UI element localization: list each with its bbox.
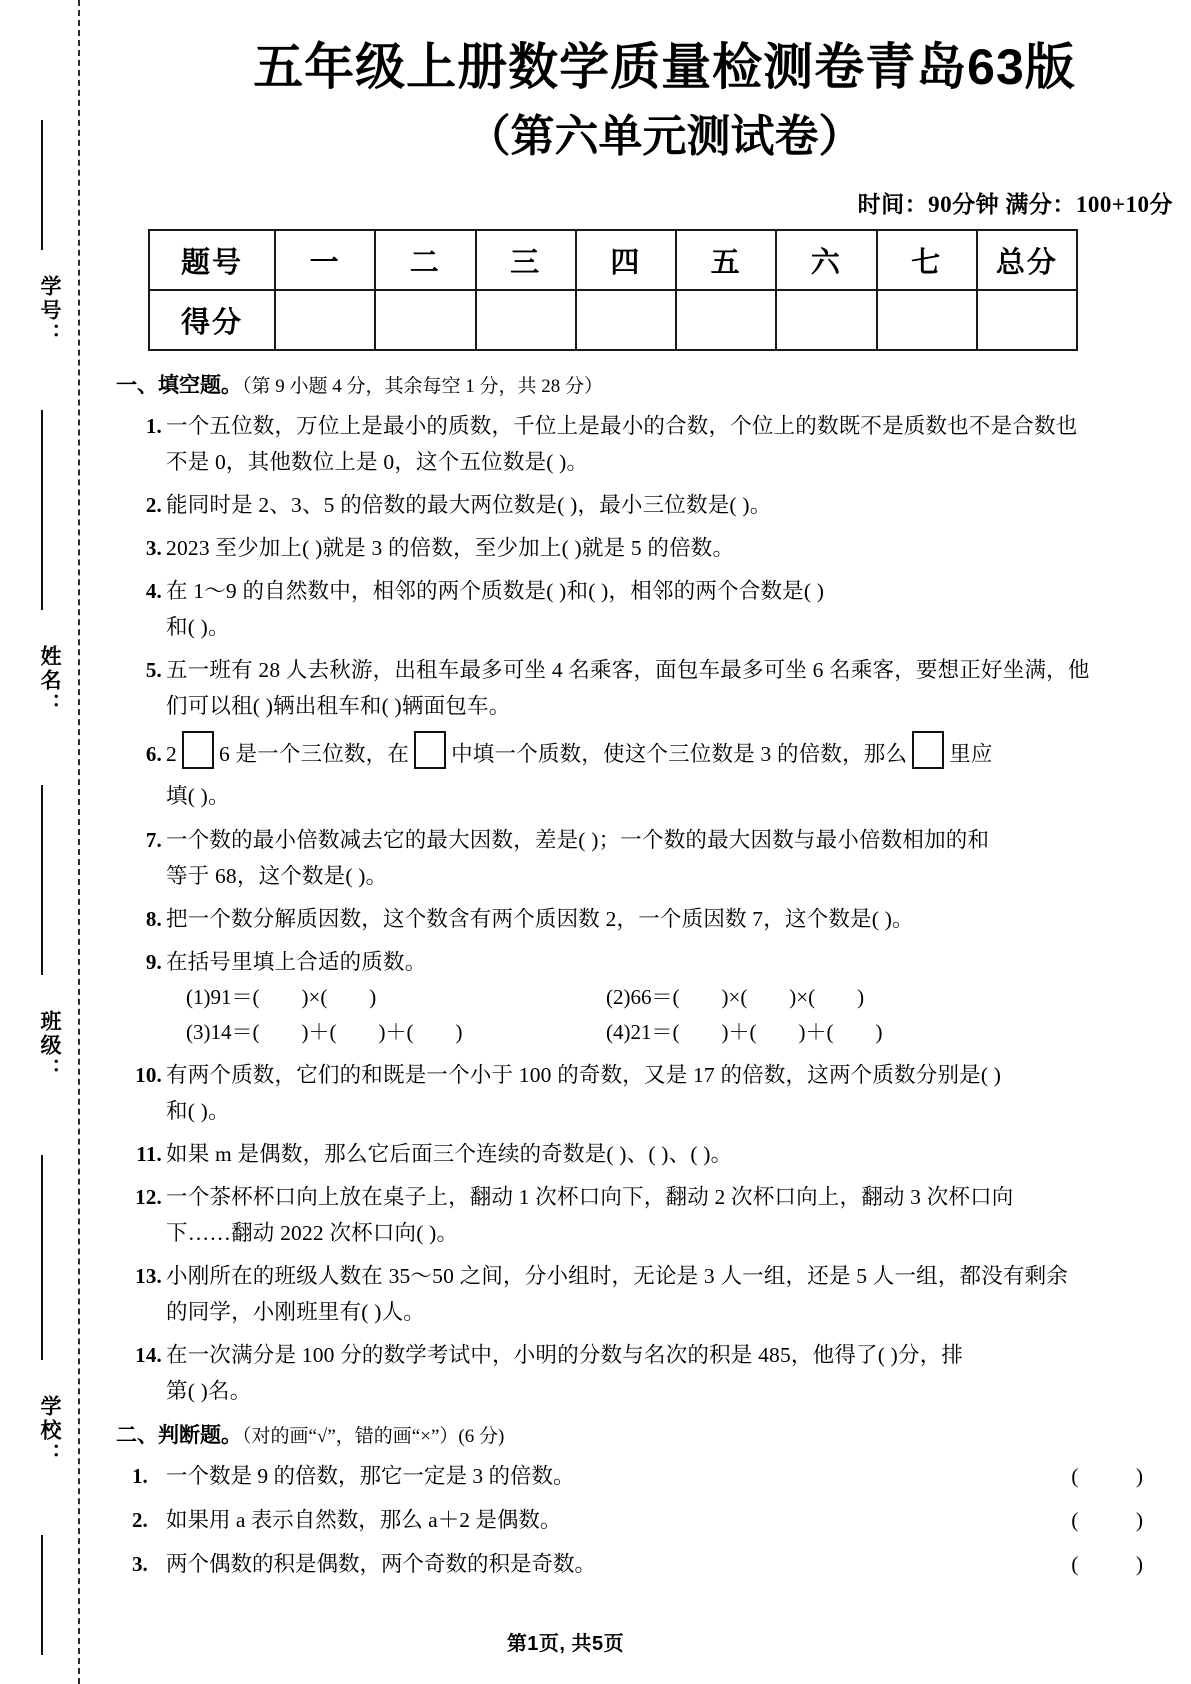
score-input-cell-5[interactable] — [676, 290, 776, 350]
seal-rule-1 — [41, 120, 43, 250]
question-4-number: 4. — [145, 579, 162, 603]
question-13-line-1: 小刚所在的班级人数在 35～50 之间，分小组时，无论是 3 人一组，还是 5 人一组，都没有剩余 — [166, 1264, 1069, 1288]
question-7-number: 7. — [145, 828, 162, 852]
question-4 — [110, 573, 1191, 645]
question-7 — [110, 822, 1191, 894]
question-8 — [110, 901, 1191, 937]
section-two-title: 二、判断题。 — [116, 1423, 242, 1447]
question-1 — [110, 408, 1191, 480]
answer-box-2[interactable] — [414, 731, 446, 769]
judgment-1 — [110, 1457, 1191, 1495]
question-6 — [110, 731, 1191, 815]
page-title: 五年级上册数学质量检测卷青岛63版 — [253, 39, 1076, 95]
section-one-title: 一、填空题。 — [116, 373, 242, 397]
question-6-number: 6. — [145, 742, 162, 766]
score-table-col-total: 总分 — [977, 230, 1077, 290]
score-input-cell-7[interactable] — [877, 290, 977, 350]
question-5-line-1: 五一班有 28 人去秋游，出租车最多可坐 4 名乘客，面包车最多可坐 6 名乘客，要想正好坐满，他 — [166, 658, 1090, 682]
title-block — [110, 0, 1191, 168]
question-12-number: 12. — [135, 1185, 162, 1209]
table-row-scores — [149, 290, 1077, 350]
question-14 — [110, 1337, 1191, 1409]
question-10-line-2: 和( )。 — [166, 1099, 230, 1123]
question-11 — [110, 1136, 1191, 1172]
table-row-question-numbers — [149, 230, 1077, 290]
page-footer: 第1页, 共5页 — [506, 1633, 625, 1655]
question-7-line-2: 等于 68，这个数是( )。 — [166, 864, 388, 888]
seal-rule-5 — [41, 1535, 43, 1655]
question-10-line-1: 有两个质数，它们的和既是一个小于 100 的奇数，又是 17 的倍数，这两个质数分别是( ) — [166, 1063, 1002, 1087]
question-2 — [110, 487, 1191, 523]
question-8-line-1: 把一个数分解质因数，这个数含有两个质因数 2，一个质因数 7，这个数是( )。 — [166, 907, 914, 931]
seal-label-school: 学校： — [38, 1395, 62, 1467]
question-2-number: 2. — [145, 493, 162, 517]
exam-meta-info: 时间：90分钟 满分：100+10分 — [857, 192, 1173, 217]
question-9-sub-3: (3)14＝( )＋( )＋( ) — [186, 1020, 463, 1044]
judgment-3-answer-bracket[interactable]: ( ) — [1071, 1552, 1169, 1576]
score-table-col-4: 四 — [576, 230, 676, 290]
seal-margin — [0, 0, 110, 1684]
question-2-line-1: 能同时是 2、3、5 的倍数的最大两位数是( )，最小三位数是( )。 — [166, 493, 772, 517]
question-6-line-2: 填( )。 — [166, 784, 230, 808]
judgment-1-answer-bracket[interactable]: ( ) — [1071, 1464, 1169, 1488]
question-11-number: 11. — [136, 1142, 162, 1166]
section-fill-in-blank — [110, 351, 1191, 1409]
score-table-row-label-1: 题号 — [149, 230, 275, 290]
question-3-line-1: 2023 至少加上( )就是 3 的倍数，至少加上( )就是 5 的倍数。 — [166, 536, 735, 560]
score-table — [148, 229, 1078, 351]
seal-label-name: 姓名： — [38, 645, 62, 717]
judgment-2-number: 2. — [132, 1508, 148, 1532]
question-1-number: 1. — [145, 414, 162, 438]
question-14-line-1: 在一次满分是 100 分的数学考试中，小明的分数与名次的积是 485，他得了( )分，排 — [166, 1343, 964, 1367]
judgment-2-text: 如果用 a 表示自然数，那么 a＋2 是偶数。 — [166, 1508, 562, 1532]
question-5-line-2: 们可以租( )辆出租车和( )辆面包车。 — [166, 694, 511, 718]
question-9-sub-2: (2)66＝( )×( )×( ) — [606, 985, 865, 1009]
judgment-1-text: 一个数是 9 的倍数，那它一定是 3 的倍数。 — [166, 1464, 575, 1488]
question-14-number: 14. — [135, 1343, 162, 1367]
question-6-seg-2: 6 是一个三位数，在 — [218, 742, 410, 766]
judgment-1-number: 1. — [132, 1464, 148, 1488]
score-input-cell-2[interactable] — [375, 290, 475, 350]
question-1-line-1: 一个五位数，万位上是最小的质数，千位上是最小的合数，个位上的数既不是质数也不是合数也 — [166, 414, 1078, 438]
answer-box-3[interactable] — [912, 731, 944, 769]
seal-dashed-line — [78, 0, 80, 1684]
question-13-number: 13. — [135, 1264, 162, 1288]
seal-label-student-id: 学号： — [38, 275, 62, 347]
question-8-number: 8. — [145, 907, 162, 931]
question-5-number: 5. — [145, 658, 162, 682]
question-7-line-1: 一个数的最小倍数减去它的最大因数，差是( )；一个数的最大因数与最小倍数相加的和 — [166, 828, 990, 852]
question-10 — [110, 1057, 1191, 1129]
section-true-false — [110, 1409, 1191, 1583]
section-one-heading — [110, 363, 1191, 401]
section-one-points: （第 9 小题 4 分，其余每空 1 分，共 28 分） — [242, 376, 604, 397]
question-9-sub-1: (1)91＝( )×( ) — [186, 985, 377, 1009]
judgment-3-text: 两个偶数的积是偶数，两个奇数的积是奇数。 — [166, 1552, 597, 1576]
question-10-number: 10. — [135, 1063, 162, 1087]
question-6-seg-1: 2 — [166, 742, 177, 766]
question-3 — [110, 530, 1191, 566]
question-9-number: 9. — [145, 950, 162, 974]
judgment-3 — [110, 1545, 1191, 1583]
seal-rule-2 — [41, 410, 43, 610]
score-input-cell-total[interactable] — [977, 290, 1077, 350]
score-table-col-5: 五 — [676, 230, 776, 290]
question-3-number: 3. — [145, 536, 162, 560]
question-4-line-2: 和( )。 — [166, 615, 230, 639]
score-table-col-3: 三 — [476, 230, 576, 290]
score-table-col-1: 一 — [275, 230, 375, 290]
score-input-cell-6[interactable] — [776, 290, 876, 350]
score-table-wrapper — [110, 219, 1191, 351]
score-table-col-7: 七 — [877, 230, 977, 290]
score-table-col-2: 二 — [375, 230, 475, 290]
exam-page — [110, 0, 1191, 1684]
score-input-cell-4[interactable] — [576, 290, 676, 350]
question-9 — [110, 944, 1191, 980]
judgment-2 — [110, 1501, 1191, 1539]
score-table-col-6: 六 — [776, 230, 876, 290]
question-11-line-1: 如果 m 是偶数，那么它后面三个连续的奇数是( )、( )、( )。 — [166, 1142, 733, 1166]
question-13 — [110, 1258, 1191, 1330]
question-5 — [110, 652, 1191, 724]
judgment-3-number: 3. — [132, 1552, 148, 1576]
page-subtitle: （第六单元测试卷） — [466, 112, 863, 161]
seal-rule-3 — [41, 785, 43, 975]
question-9-subrow-1 — [110, 980, 1191, 1015]
seal-rule-4 — [41, 1155, 43, 1360]
question-12 — [110, 1179, 1191, 1251]
question-1-line-2: 不是 0，其他数位上是 0，这个五位数是( )。 — [166, 450, 589, 474]
answer-box-1[interactable] — [182, 731, 214, 769]
question-6-seg-4: 里应 — [949, 742, 993, 766]
question-14-line-2: 第( )名。 — [166, 1379, 252, 1403]
section-two-points: （对的画“√”，错的画“×”）(6 分) — [242, 1426, 505, 1447]
question-12-line-1: 一个茶杯杯口向上放在桌子上，翻动 1 次杯口向下，翻动 2 次杯口向上，翻动 3 次杯口向 — [166, 1185, 1014, 1209]
score-input-cell-3[interactable] — [476, 290, 576, 350]
question-9-subrow-2 — [110, 1015, 1191, 1050]
question-12-line-2: 下……翻动 2022 次杯口向( )。 — [166, 1221, 459, 1245]
section-two-heading — [110, 1413, 1191, 1451]
question-6-seg-3: 中填一个质数，使这个三位数是 3 的倍数，那么 — [451, 742, 908, 766]
seal-label-class: 班级： — [38, 1010, 62, 1082]
question-13-line-2: 的同学，小刚班里有( )人。 — [166, 1300, 425, 1324]
question-9-line-1: 在括号里填上合适的质数。 — [166, 950, 427, 974]
score-input-cell-1[interactable] — [275, 290, 375, 350]
question-9-sub-4: (4)21＝( )＋( )＋( ) — [606, 1020, 883, 1044]
question-6-line-1 — [166, 731, 1181, 777]
question-4-line-1: 在 1～9 的自然数中，相邻的两个质数是( )和( )，相邻的两个合数是( ) — [166, 579, 825, 603]
score-table-row-label-2: 得分 — [149, 290, 275, 350]
judgment-2-answer-bracket[interactable]: ( ) — [1071, 1508, 1169, 1532]
